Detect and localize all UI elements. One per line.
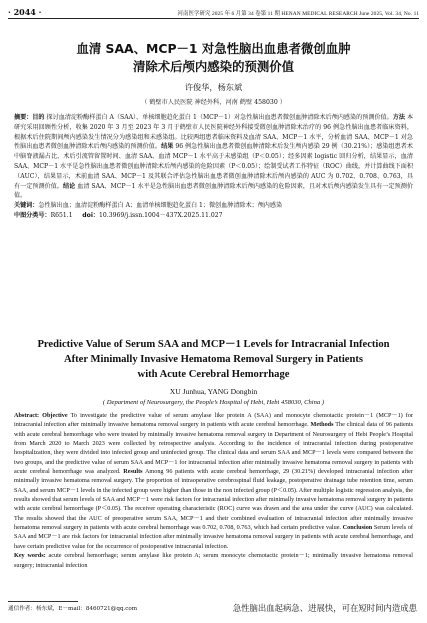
keywords-label: 关键词： bbox=[14, 202, 39, 210]
en-conclusion-text: Serum levels of SAA and MCP－1 are risk factors for intracranial infection after minimally invasive hematoma removal surgery in patients with acute cerebral hemorrhage, and have certain predictive value for the occurrence of postoperative intracranial infection. bbox=[14, 524, 413, 550]
conclusion-text: 血清 SAA、MCP－1 水平是急性脑出血患者微创血肿清除术后颅内感染的危险因素，且对术后颅内感染发生具有一定预测价值。 bbox=[14, 182, 414, 200]
clc-label: 中图分类号： bbox=[14, 211, 51, 219]
chinese-title-line-1: 血清 SAA、MCP－1 对急性脑出血患者微创血肿 bbox=[76, 41, 351, 56]
footnote-rule bbox=[8, 601, 78, 602]
en-objective-label: Objective bbox=[42, 412, 68, 419]
body-text-start: 急性脑出血起病急、进展快，可在短时间内造成患 bbox=[232, 603, 417, 613]
en-abstract-label: Abstract: bbox=[14, 412, 40, 419]
page-number: · 2044 · bbox=[8, 7, 42, 17]
chinese-authors: 许俊华，杨东斌 bbox=[184, 82, 243, 92]
english-title-line-3: with Acute Cerebral Hemorrhage bbox=[137, 369, 290, 380]
chinese-title bbox=[20, 40, 407, 76]
en-keywords-text: acute cerebral hemorrhage; serum amylase like protein A; serum monocyte chemotactic protein－1; minimally invasive hematoma removal surgery; intracranial infection bbox=[14, 552, 413, 569]
results-label: 结果 bbox=[161, 143, 174, 151]
english-keywords bbox=[14, 551, 413, 570]
methods-label: 方法 bbox=[392, 114, 405, 121]
chinese-abstract bbox=[14, 113, 413, 220]
en-results-text: Among 96 patients with acute cerebral hemorrhage, 29 (30.21%) developed intracranial infection after minimally invasive hematoma removal surgery. The proportion of intraoperative cerebrospinal fluid leakage, postoperative drainage tube retention time, serum SAA, and serum MCP－1 levels in the infected group were higher than those in the non infected group (P＜0.05). After multiple logistic regression analysis, the results showed that serum levels of SAA and MCP－1 were risk factors for intracranial infection after minimally invasive hematoma removal surgery in patients with acute cerebral hemorrhage (P＜0.05). The receiver operating characteristic (ROC) curve was drawn and the area under the curve (AUC) was calculated. The results showed that the AUC of preoperative serum SAA, MCP－1 and their combined evaluation of intracranial infection after minimally invasive hematoma removal surgery in patients with acute cerebral hemorrhage was 0.702, 0.708, 0.763, which had certain predictive value. bbox=[14, 468, 413, 532]
english-title bbox=[20, 337, 407, 382]
header-rule bbox=[8, 18, 419, 19]
doi-value: 10.3969/j.issn.1004－437X.2025.11.027 bbox=[99, 211, 223, 219]
page-header bbox=[8, 3, 419, 17]
en-objective-text: To investigate the predictive value of serum amylase like protein A (SAA) and monocyte chemotactic protein－1 (MCP－1) for intracranial infection after minimally invasive hematoma removal surgery in patients with acute cerebral hemorrhage. bbox=[14, 412, 414, 429]
chinese-affiliation: （ 鹤壁市人民医院 神经外科，河南 鹤壁 458030 ） bbox=[141, 99, 286, 106]
english-authors: XU Junhua, YANG Dongbin bbox=[169, 387, 258, 396]
doi-label: doi： bbox=[82, 211, 100, 219]
english-title-line-2: After Minimally Invasive Hematoma Removal Surgery in Patients bbox=[63, 354, 364, 365]
keywords-text: 急性脑出血；血清淀粉酶样蛋白 A；血清单核细胞趋化蛋白 1；微创血肿清除术；颅内感染 bbox=[38, 202, 283, 210]
en-methods-text: The clinical data of 96 patients with acute cerebral hemorrhage who were treated by minimally invasive hematoma removal surgery in Department of Neurosurgery of Hebi People’s Hospital from March 2020 to March 2023 were collected by retrospective analysis. According to the incidence of intracranial infection during postoperative hospitalization, they were divided into infected group and uninfected group. The clinical data and serum SAA and MCP－1 levels were compared between the two groups, and the predictive value of serum SAA and MCP－1 for intracranial infection after minimally invasive hematoma removal surgery in patients with acute cerebral hemorrhage was analyzed. bbox=[14, 421, 413, 476]
conclusion-label: 结论 bbox=[63, 182, 76, 190]
running-head: 河南医学研究 2025 年 6 月第 34 卷第 11 期 HENAN MEDICAL RESEARCH June 2025, Vol. 34, No. 11 bbox=[177, 11, 419, 17]
english-abstract bbox=[14, 411, 413, 570]
english-title-line-1: Predictive Value of Serum SAA and MCP－1 Levels for Intracranial Infection bbox=[37, 339, 390, 350]
clc-value: R651.1 bbox=[50, 211, 73, 219]
english-affiliation: ( Department of Neurosurgery, the People’s Hospital of Hebi, Hebi 458030, China ) bbox=[102, 399, 325, 406]
english-abstract-body bbox=[14, 411, 413, 551]
chinese-keywords bbox=[14, 201, 413, 210]
en-keywords-label: Key words: bbox=[14, 552, 46, 560]
en-methods-label: Methods bbox=[310, 421, 334, 429]
classification-line bbox=[14, 211, 413, 220]
results-text: 96 例急性脑出血患者微创血肿清除术后发生颅内感染 29 例（30.21%）；感染组患者术中脑脊液漏占比、术后引流管留置时间、血清 SAA、血清 MCP－1 水平高于未感染组（P＜0.05）；经多因素 logistic 回归分析，结果显示，血清 SAA、MCP－1 水平是急性脑出血患者微创血肿清除术后颅内感染的危险因素（P＜0.05）；绘制受试者工作特征（ROC）曲线，并计算曲线下面积（AUC），结果显示，术前血清 SAA、MCP－1 及其联合评估急性脑出血患者微创血肿清除术后颅内感染的 AUC 为 0.702、0.708、0.763，具有一定预测价值。 bbox=[14, 143, 414, 190]
chinese-abstract-body bbox=[14, 113, 413, 201]
chinese-title-line-2: 清除术后颅内感染的预测价值 bbox=[132, 59, 295, 74]
corresponding-author-footnote: 通信作者：杨东斌，E－mail：8460721@qq.com bbox=[8, 606, 138, 612]
en-conclusion-label: Conclusion bbox=[342, 524, 373, 532]
en-results-label: Results bbox=[123, 468, 143, 476]
objective-text: 探讨血清淀粉酶样蛋白 A（SAA）、单核细胞趋化蛋白 1（MCP－1）对急性脑出血患者微创血肿清除术后颅内感染的预测价值。 bbox=[46, 114, 393, 121]
abstract-label: 摘要： bbox=[14, 114, 33, 121]
methods-text: 本研究采用回顾性分析，收集 2020 年 3 月至 2023 年 3 月于鹤壁市人民医院神经外科接受微创血肿清除术治疗的 96 例急性脑出血患者临床资料，根据术后住院期间颅内感染发生情况分为感染组和未感染组。比较两组患者临床资料及血清 SAA、MCP－1 水平，分析血清 SAA、MCP－1 对急性脑出血患者微创血肿清除术后颅内感染的预测价值。 bbox=[14, 114, 414, 151]
objective-label: 目的 bbox=[32, 114, 45, 121]
